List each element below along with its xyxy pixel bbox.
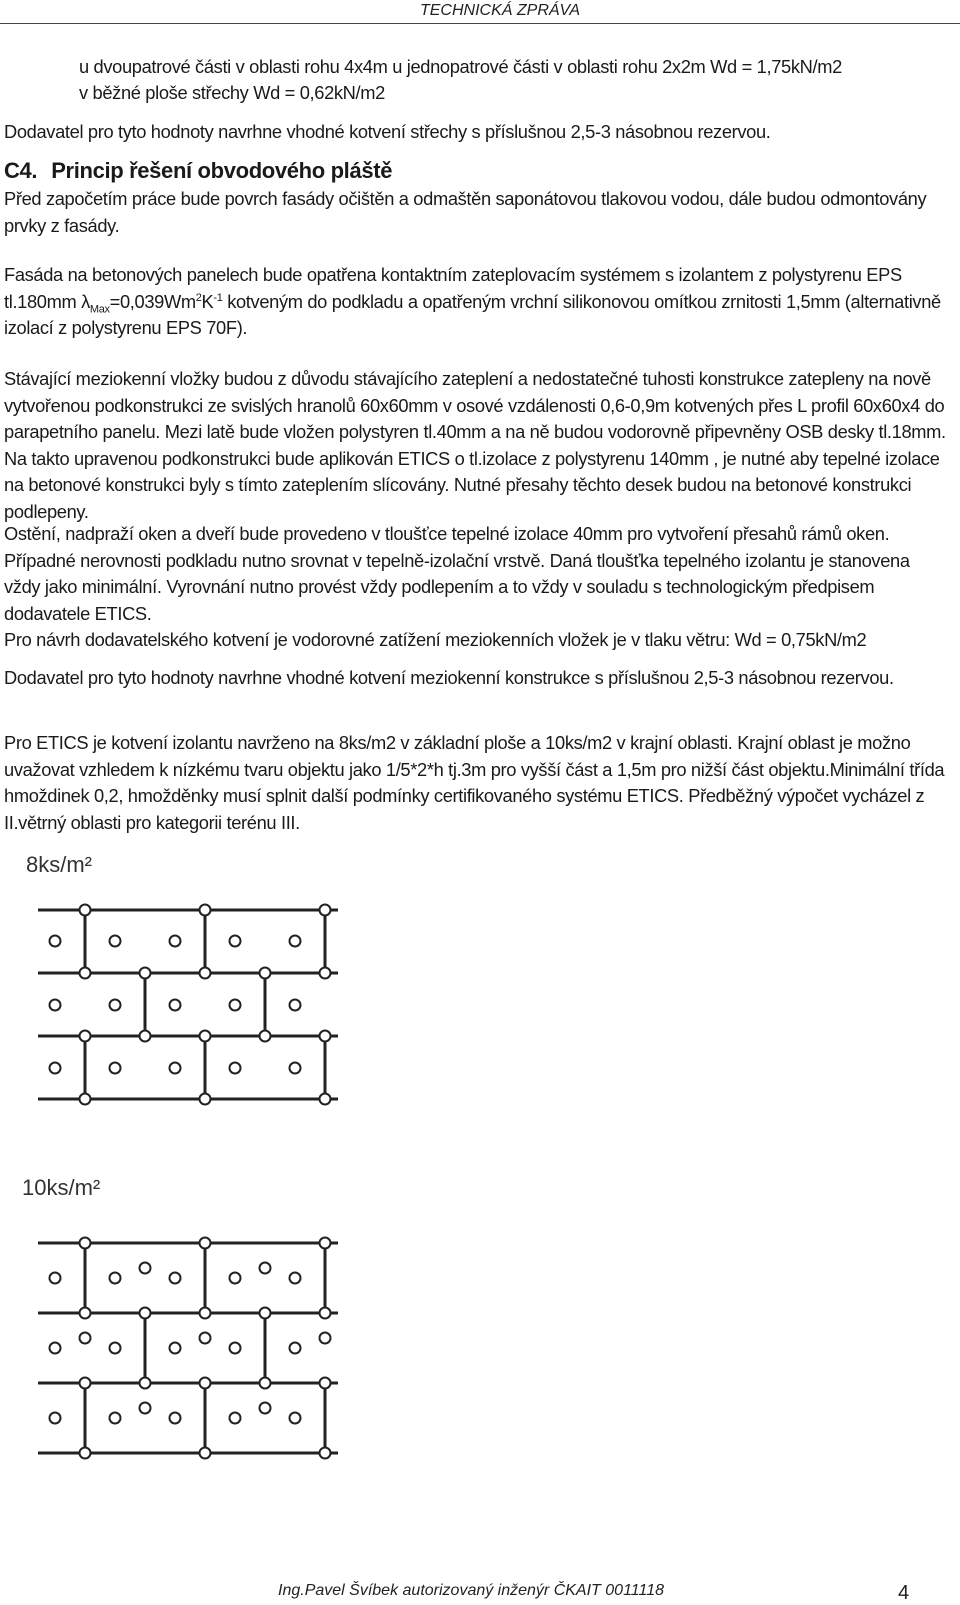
footer-author: Ing.Pavel Švíbek autorizovaný inženýr ČKAIT 0011118 [278, 1582, 664, 1599]
paragraph-roof-anchoring-reserve: Dodavatel pro tyto hodnoty navrhne vhodné kotvení střechy s příslušnou 2,5-3 násobnou rezervou. [4, 121, 771, 142]
paragraph-facade-cleaning: Před započetím práce bude povrch fasády očištěn a odmaštěn saponátovou tlakovou vodou, dále budou odmontovány prvky z fasády. [4, 188, 927, 236]
dowel-pattern-10-figure [0, 1165, 360, 1465]
dowel-pattern-8-figure [0, 848, 360, 1133]
section-heading-c4 [4, 157, 950, 185]
section-number: C4. [4, 158, 38, 183]
page-header [0, 0, 960, 28]
dowel-pattern-8-label: 8ks/m² [26, 852, 92, 877]
dowel-pattern-10-label: 10ks/m² [22, 1175, 101, 1200]
paragraph-wind-load: Pro návrh dodavatelského kotvení je vodorovné zatížení meziokenních vložek je v tlaku větru: Wd = 0,75kN/m2 [4, 629, 867, 650]
paragraph-reveals-lintels: Ostění, nadpraží oken a dveří bude provedeno v tloušťce tepelné izolace 40mm pro vytvoření přesahů rámů oken. Případné nerovnosti podkladu nutno srovnat v tepelně-izolační vrstvě. Daná tloušťka tepelného izolantu je stanovena vždy jako minimální. Vyrovnání nutno provést vždy podlepením a to vždy v souladu s technologickým předpisem dodavatele ETICS. [4, 523, 910, 624]
paragraph-facade-etics: Fasáda na betonových panelech bude opatřena kontaktním zateplovacím systémem s izolantem z polystyrenu EPS tl.180mm $\lambda_{Max}=0,039Wm^2K^{-1}$ kotveným do podkladu a opatřeným vrchní silikonovou omítkou zrnitosti 1,5mm (alternativně izolací z polystyrenu EPS 70F). [4, 264, 941, 338]
section-title: Princip řešení obvodového pláště [51, 158, 393, 183]
page-number: 4 [898, 1582, 910, 1604]
paragraph-infill-anchoring-reserve: Dodavatel pro tyto hodnoty navrhne vhodné kotvení meziokenní konstrukce s příslušnou 2,5-3 násobnou rezervou. [4, 667, 894, 688]
paragraph-roof-corner-load: u dvoupatrové části v oblasti rohu 4x4m u jednopatrové části v oblasti rohu 2x2m Wd = 1,75kN/m2 [79, 56, 842, 77]
paragraph-roof-surface-load: v běžné ploše střechy Wd = 0,62kN/m2 [79, 82, 385, 103]
paragraph-window-infill-insulation: Stávající meziokenní vložky budou z důvodu stávajícího zateplení a nedostatečné tuhosti konstrukce zatepleny na nově vytvořenou podkonstrukci ze svislých hranolů 60x60mm v osové vzdálenosti 0,6-0,9m kotvených přes L profil 60x60x4 do parapetního panelu. Mezi latě bude vložen polystyren tl.40mm a na ně budou vodorovně připevněny OSB desky tl.18mm. Na takto upravenou podkonstrukci bude aplikován ETICS o tl.izolace z polystyrenu 140mm , je nutné aby tepelné izolace na betonové konstrukci byly s tímto zateplením slícovány. Nutné přesahy těchto desek budou na betonové konstrukci podlepeny. [4, 368, 946, 522]
paragraph-etics-anchoring: Pro ETICS je kotvení izolantu navrženo na 8ks/m2 v základní ploše a 10ks/m2 v krajní oblasti. Krajní oblast je možno uvažovat vzhledem k nízkému tvaru objektu jako 1/5*2*h tj.3m pro vyšší část a 1,5m pro nižší část objektu.Minimální třída hmoždinek 0,2, hmožděnky musí splnit další podmínky certifikovaného systému ETICS. Předběžný výpočet vycházel z II.větrný oblasti pro kategorii terénu III. [4, 732, 945, 833]
header-title: TECHNICKÁ ZPRÁVA [419, 2, 580, 19]
header-rule [0, 23, 960, 24]
